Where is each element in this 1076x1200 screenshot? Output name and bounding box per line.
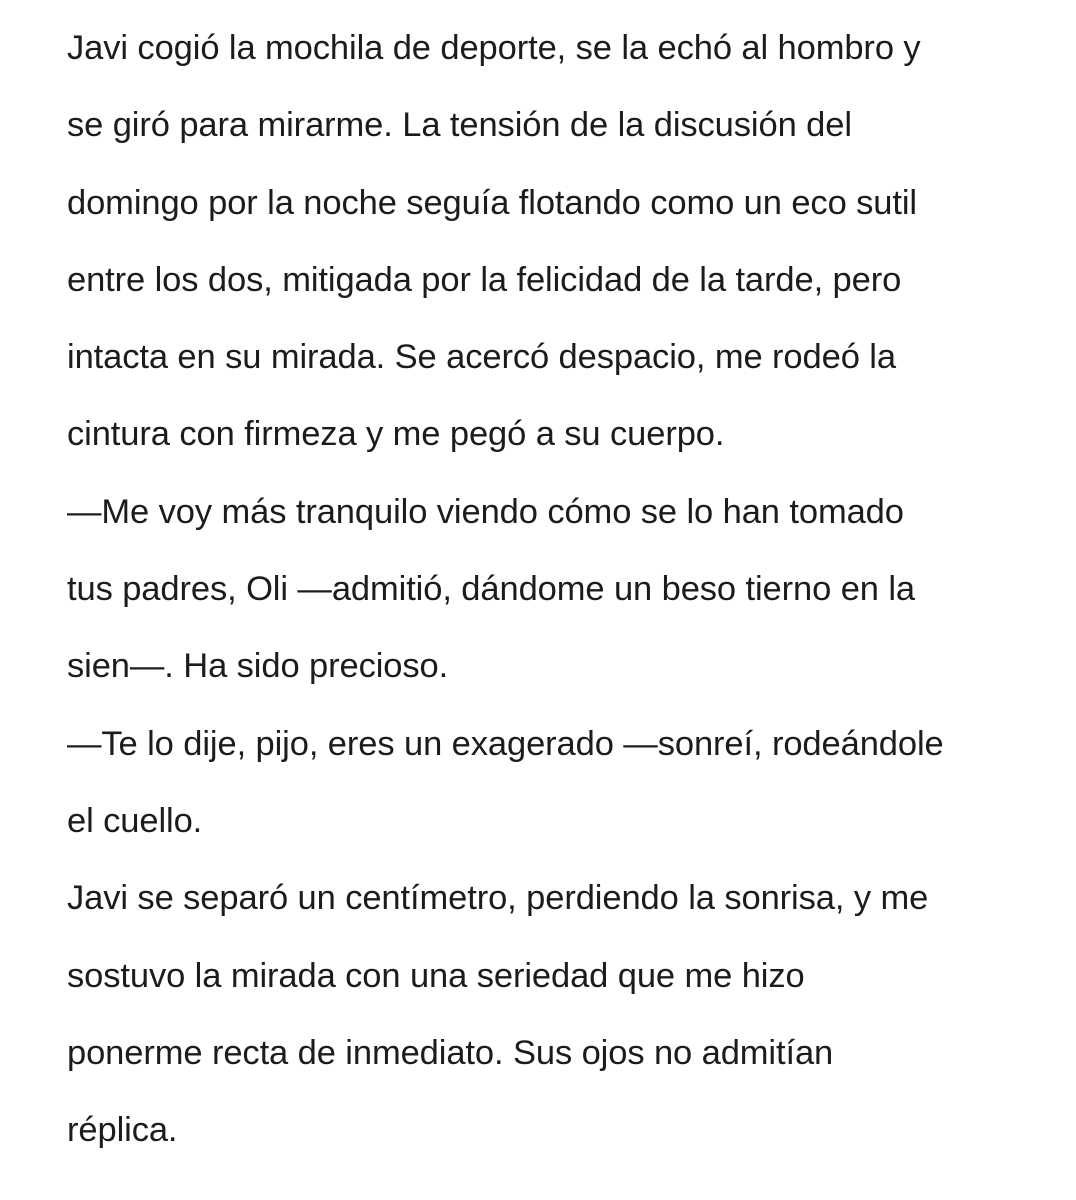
text-line: el cuello.: [67, 801, 203, 840]
text-line: —Me voy más tranquilo viendo cómo se lo han tomado: [67, 492, 904, 531]
text-line: réplica.: [67, 1111, 178, 1150]
text-line: ponerme recta de inmediato. Sus ojos no admitían: [67, 1033, 834, 1072]
text-line: —Te lo dije, pijo, eres un exagerado —sonreí, rodeándole: [67, 724, 944, 763]
text-line: Javi cogió la mochila de deporte, se la echó al hombro y: [67, 29, 921, 67]
text-line: domingo por la noche seguía flotando como un eco sutil: [67, 183, 917, 222]
text-line: entre los dos, mitigada por la felicidad de la tarde, pero: [67, 260, 902, 299]
text-line: intacta en su mirada. Se acercó despacio, me rodeó la: [67, 338, 896, 377]
text-line: Javi se separó un centímetro, perdiendo la sonrisa, y me: [67, 879, 929, 918]
text-line: sien—. Ha sido precioso.: [67, 647, 449, 686]
text-line: cintura con firmeza y me pegó a su cuerpo.: [67, 415, 725, 454]
text-line: se giró para mirarme. La tensión de la discusión del: [67, 106, 852, 145]
text-line: sostuvo la mirada con una seriedad que me hizo: [67, 956, 805, 995]
text-page: [67, 13, 1067, 1172]
text-line: tus padres, Oli —admitió, dándome un beso tierno en la: [67, 570, 916, 609]
